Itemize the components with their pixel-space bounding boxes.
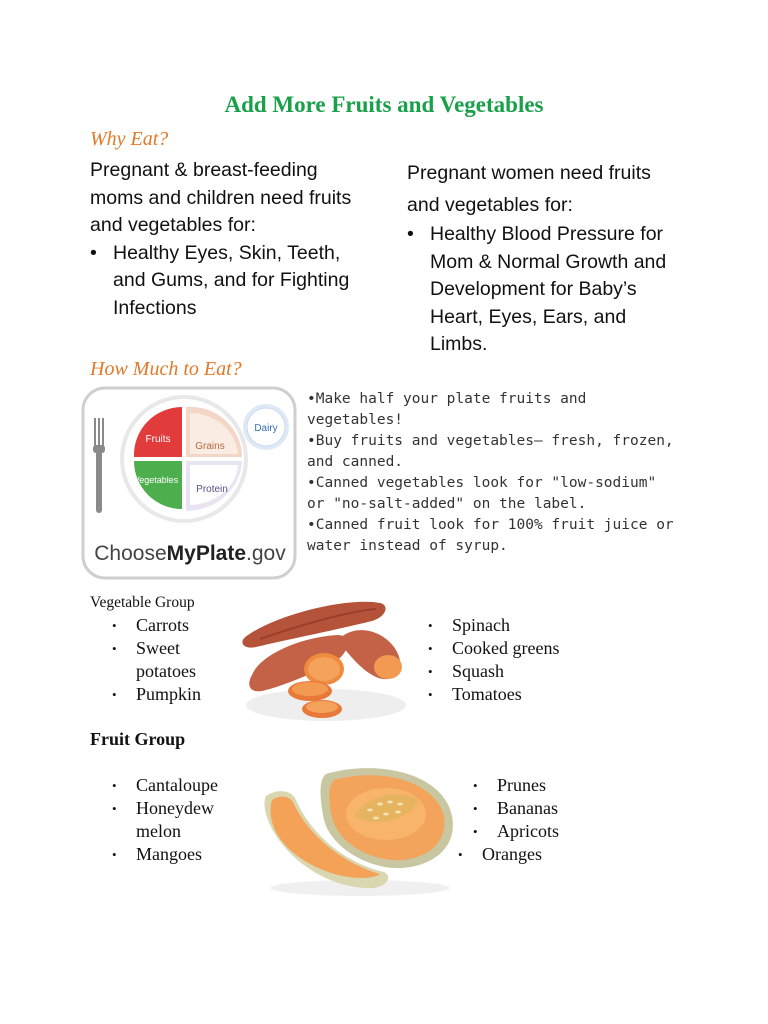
why-eat-left-bullet: • Healthy Eyes, Skin, Teeth, and Gums, and for Fighting Infections	[113, 240, 365, 323]
page-title: Add More Fruits and Vegetables	[224, 92, 544, 117]
list-item: • Mangoes	[112, 843, 232, 866]
list-item: • Cantaloupe	[112, 774, 232, 797]
myplate-vegetables-label: Vegetables	[133, 475, 179, 485]
why-eat-left-column	[90, 157, 365, 322]
list-item: • Honeydew melon	[112, 797, 232, 843]
list-item: • Sweet potatoes	[112, 637, 222, 683]
list-item: • Pumpkin	[112, 683, 222, 706]
tip-item: •Canned vegetables look for "low-sodium" or "no-salt-added" on the label.	[307, 475, 657, 512]
cantaloupe-image	[262, 760, 458, 898]
myplate-protein-label: Protein	[196, 484, 228, 495]
how-much-heading: How Much to Eat?	[90, 358, 242, 380]
myplate-graphic	[80, 385, 298, 581]
why-eat-heading: Why Eat?	[90, 128, 169, 150]
list-item: • Oranges	[458, 843, 598, 866]
tip-item: •Canned fruit look for 100% fruit juice or water instead of syrup.	[307, 517, 674, 554]
myplate-logo: ChooseMyPlate.gov	[94, 542, 286, 565]
tip-item: •Buy fruits and vegetables— fresh, frozen, and canned.	[307, 433, 674, 470]
list-item: • Squash	[428, 660, 598, 683]
tip-item: •Make half your plate fruits and vegetables!	[307, 391, 587, 428]
myplate-fruits-label: Fruits	[145, 434, 171, 445]
myplate-grains-label: Grains	[195, 441, 225, 452]
list-item: • Cooked greens	[428, 637, 598, 660]
fruit-list-right	[473, 774, 613, 866]
why-eat-left-list	[90, 240, 365, 323]
fruit-list-left	[112, 774, 232, 866]
vegetable-group-label: Vegetable Group	[90, 594, 195, 611]
how-much-tips	[307, 389, 677, 557]
vegetable-list-right	[428, 614, 598, 706]
list-item: • Spinach	[428, 614, 598, 637]
list-item: • Apricots	[473, 820, 613, 843]
why-eat-left-intro: Pregnant & breast-feeding moms and children need fruits and vegetables for:	[90, 159, 352, 236]
vegetable-list-left	[112, 614, 222, 706]
myplate-illustration	[80, 385, 298, 581]
why-eat-right-intro: Pregnant women need fruits and vegetables for:	[407, 162, 651, 216]
list-item: • Carrots	[112, 614, 222, 637]
list-item: • Prunes	[473, 774, 613, 797]
list-item: • Tomatoes	[428, 683, 598, 706]
why-eat-right-list	[407, 221, 687, 359]
myplate-dairy-label: Dairy	[254, 423, 278, 434]
sweet-potatoes-image	[240, 595, 412, 725]
fruit-group-label: Fruit Group	[90, 729, 186, 749]
list-item: • Bananas	[473, 797, 613, 820]
why-eat-right-bullet: • Healthy Blood Pressure for Mom & Normal Growth and Development for Baby’s Heart, Eyes, Ears, and Limbs.	[430, 221, 687, 359]
why-eat-right-column	[407, 157, 687, 359]
